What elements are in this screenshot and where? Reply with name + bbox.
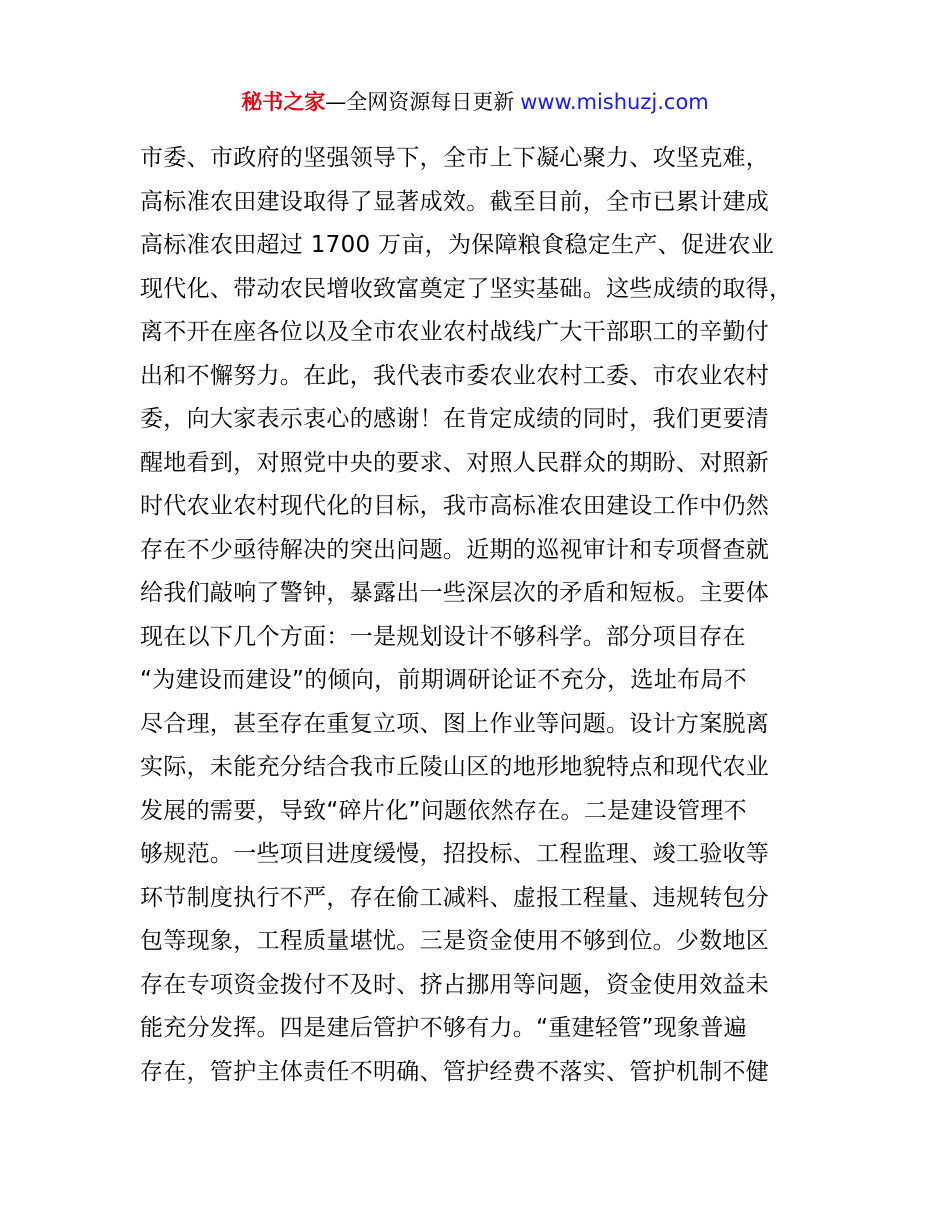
text-line: 出和不懈努力。在此，我代表市委农业农村工委、市农业农村	[140, 362, 770, 389]
site-slogan: —全网资源每日更新	[325, 90, 515, 114]
text-line: 存在专项资金拨付不及时、挤占挪用等问题，资金使用效益未	[140, 971, 770, 998]
text-line: 时代农业农村现代化的目标，我市高标准农田建设工作中仍然	[140, 493, 770, 519]
text-line: 市委、市政府的坚强领导下，全市上下凝心聚力、攻坚克难，	[140, 145, 770, 171]
document-body	[140, 137, 840, 1094]
text-line: 够规范。一些项目进度缓慢，招投标、工程监理、竣工验收等	[140, 841, 770, 867]
text-line: 高标准农田超过 1700 万亩，为保障粮食稳定生产、促进农业	[140, 232, 775, 258]
text-line: 离不开在座各位以及全市农业农村战线广大干部职工的辛勤付	[140, 319, 770, 345]
text-line: 尽合理，甚至存在重复立项、图上作业等问题。设计方案脱离	[140, 710, 770, 737]
site-brand: 秘书之家	[241, 90, 326, 114]
text-line: 发展的需要，导致“碎片化”问题依然存在。二是建设管理不	[140, 797, 747, 824]
text-line: 包等现象，工程质量堪忧。三是资金使用不够到位。少数地区	[140, 928, 770, 954]
text-line: 委，向大家表示衷心的感谢！在肯定成绩的同时，我们更要清	[140, 406, 770, 432]
text-line: 高标准农田建设取得了显著成效。截至目前，全市已累计建成	[140, 188, 770, 215]
text-line: 存在不少亟待解决的突出问题。近期的巡视审计和专项督查就	[140, 536, 770, 563]
text-line: 醒地看到，对照党中央的要求、对照人民群众的期盼、对照新	[140, 449, 770, 476]
page-header	[0, 86, 950, 118]
text-line: 给我们敲响了警钟，暴露出一些深层次的矛盾和短板。主要体	[140, 580, 770, 606]
text-line: “为建设而建设”的倾向，前期调研论证不充分，选址布局不	[140, 667, 747, 693]
site-url-link[interactable]: www.mishuzj.com	[520, 90, 709, 114]
text-line: 现代化、带动农民增收致富奠定了坚实基础。这些成绩的取得，	[140, 275, 793, 302]
text-line: 现在以下几个方面：一是规划设计不够科学。部分项目存在	[140, 623, 746, 650]
text-line: 存在，管护主体责任不明确、管护经费不落实、管护机制不健	[140, 1058, 770, 1085]
text-line: 环节制度执行不严，存在偷工减料、虚报工程量、违规转包分	[140, 884, 770, 911]
text-line: 实际，未能充分结合我市丘陵山区的地形地貌特点和现代农业	[140, 754, 770, 780]
text-line: 能充分发挥。四是建后管护不够有力。“重建轻管”现象普遍	[140, 1015, 747, 1041]
